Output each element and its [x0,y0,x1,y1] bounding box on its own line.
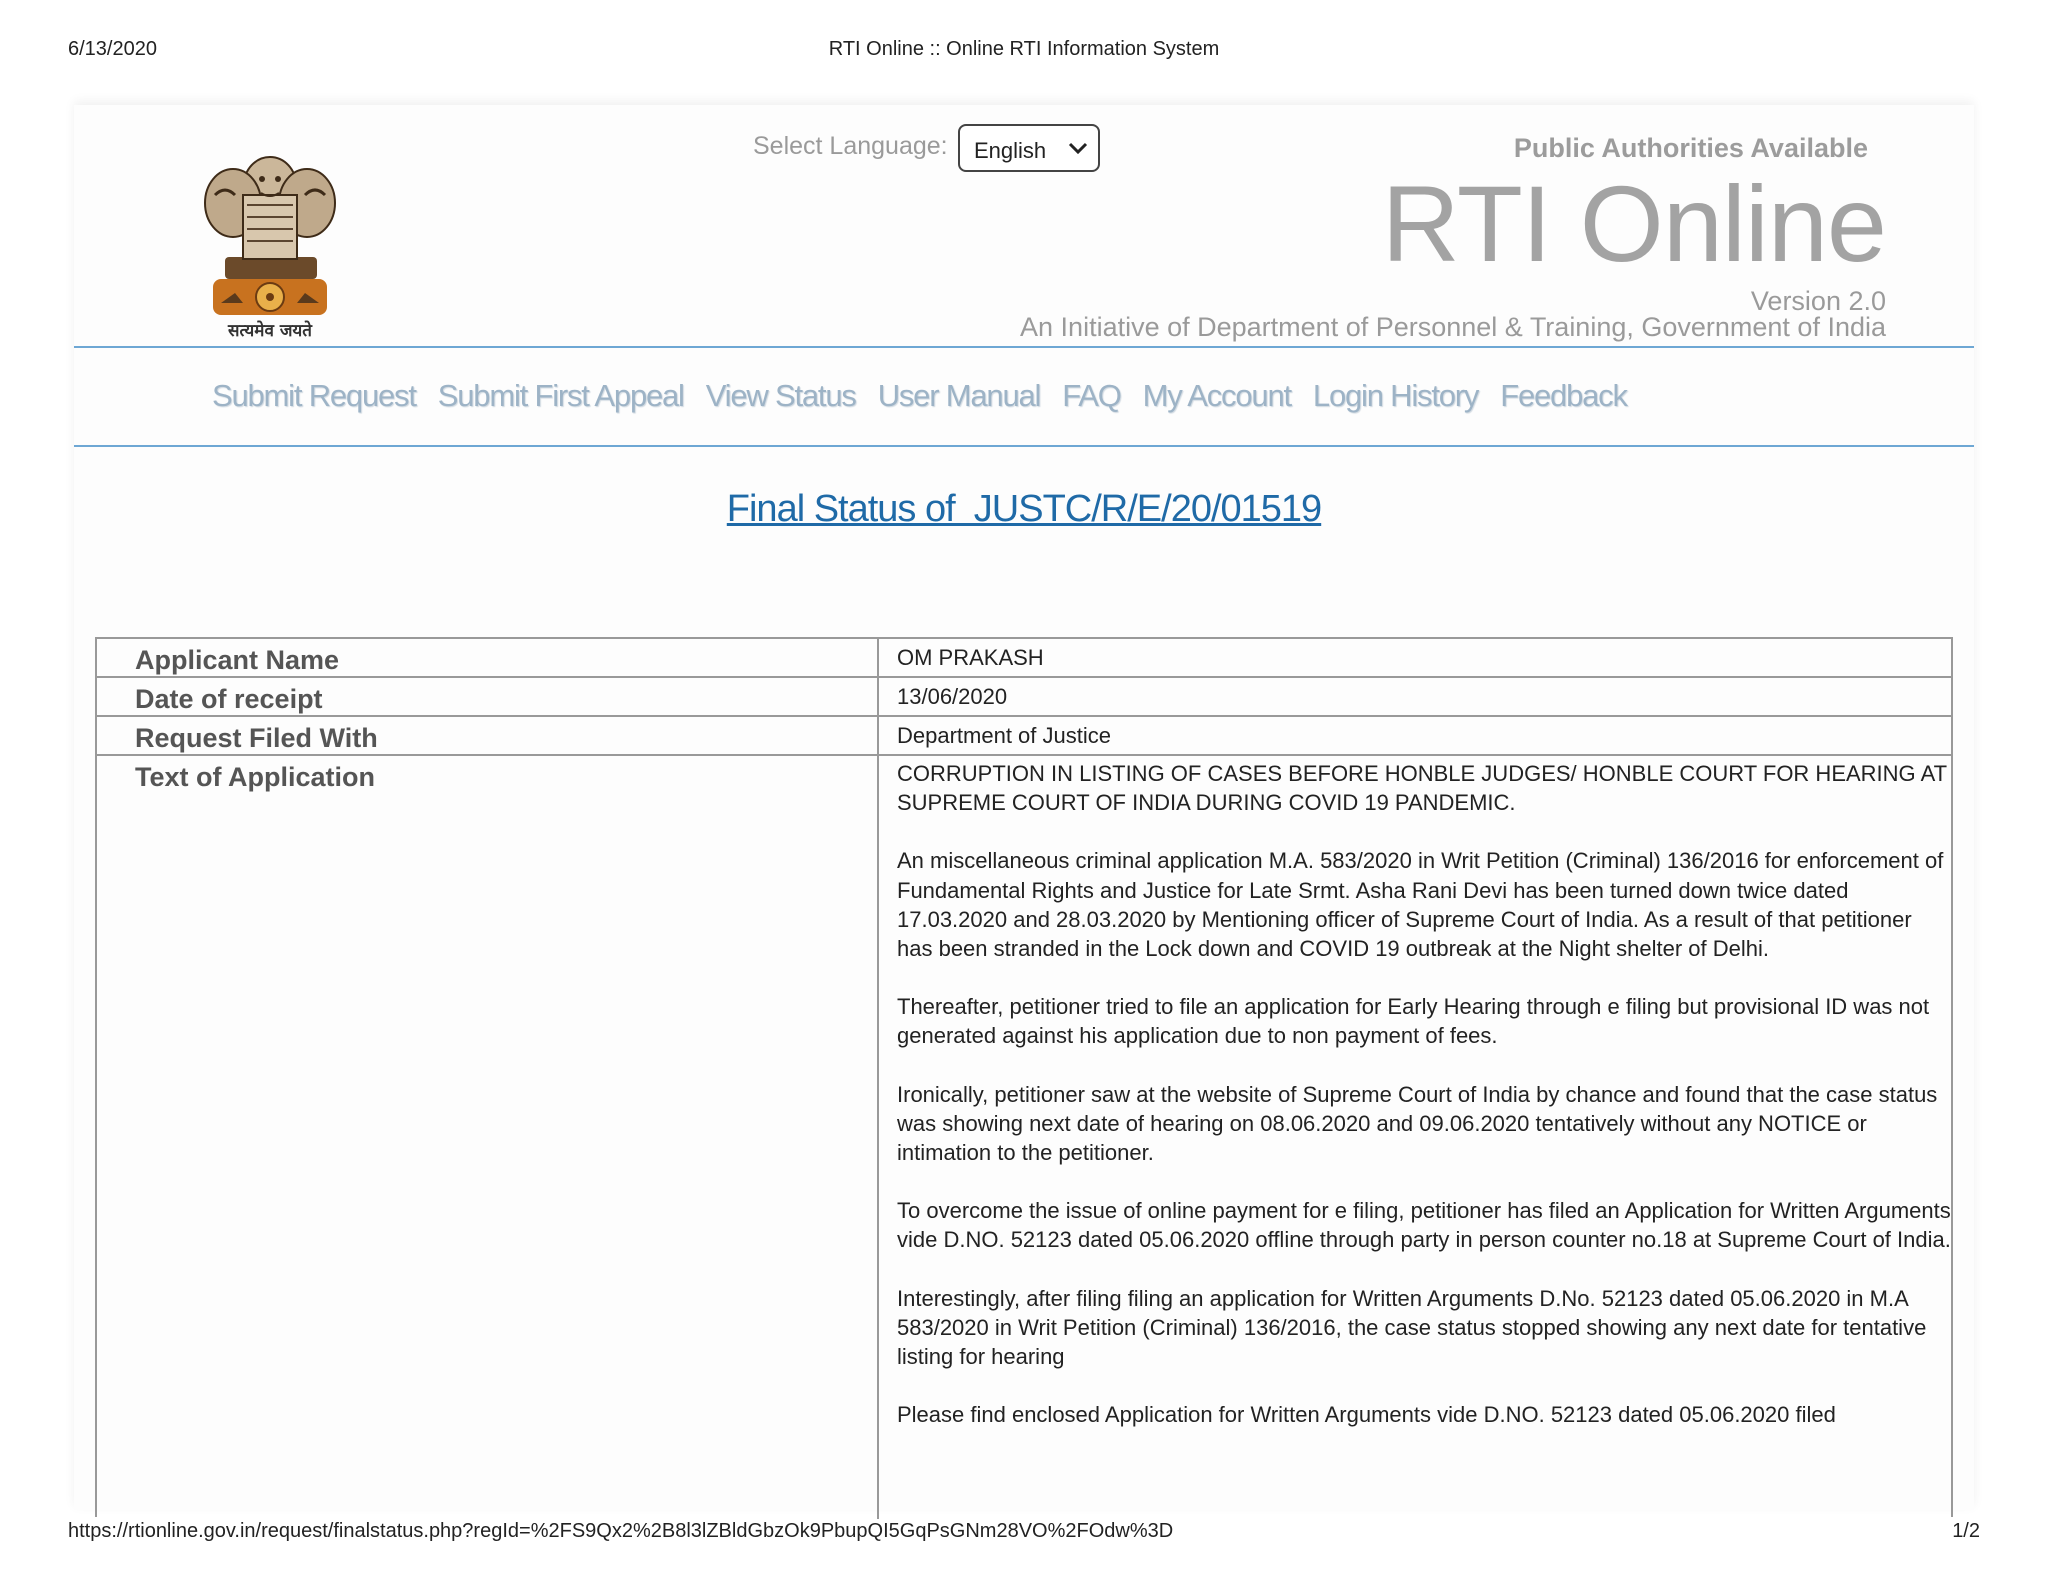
national-emblem-icon [185,125,355,347]
header-divider [74,346,1974,348]
nav-feedback[interactable]: Feedback [1500,378,1627,413]
language-select[interactable] [958,124,1100,172]
emblem-motto: सत्यमेव जयते [228,321,312,341]
applicant-name-label: Applicant Name [135,645,340,675]
request-filed-with-label: Request Filed With [135,723,378,753]
language-value: English [974,138,1047,163]
nav-my-account[interactable]: My Account [1142,378,1291,413]
print-url: https://rtionline.gov.in/request/finalstatus.php?regId=%2FS9Qx2%2B8l3lZBldGbzOk9PbupQI5GqPsGNm28VO%2FOdw%3D [68,1520,1174,1542]
table-row [97,756,1951,1519]
site-initiative: An Initiative of Department of Personnel & Training, Government of India [1020,312,1886,342]
application-paragraph: An miscellaneous criminal application M.A. 583/2020 in Writ Petition (Criminal) 136/2016 for enforcement of Fundamental Rights and Justice for Late Srmt. Asha Rani Devi has been turned down twice dated 17.03.2020 and 28.03.2020 by Mentioning officer of Supreme Court of India. As a result of that petitioner has been stranded in the Lock down and COVID 19 outbreak at the Night shelter of Delhi. [897,848,1944,962]
site-brand: RTI Online [1381,163,1886,284]
main-nav [212,378,1627,414]
chevron-down-icon [1068,141,1088,155]
print-page-title: RTI Online :: Online RTI Information System [828,38,1220,60]
print-page-number: 1/2 [1952,1520,1980,1542]
application-paragraph: To overcome the issue of online payment for e filing, petitioner has filed an Application for Written Arguments vide D.NO. 52123 dated 05.06.2020 offline through party in person counter no.18 at Supreme Court of India. [897,1198,1951,1253]
date-of-receipt-value: 13/06/2020 [897,684,1008,709]
nav-faq[interactable]: FAQ [1062,378,1121,413]
table-row [97,717,1951,756]
site-version: Version 2.0 [1750,286,1886,316]
table-row [97,678,1951,717]
application-paragraph: CORRUPTION IN LISTING OF CASES BEFORE HONBLE JUDGES/ HONBLE COURT FOR HEARING AT SUPREME COURT OF INDIA DURING COVID 19 PANDEMIC. [897,761,1947,816]
final-status-link[interactable]: Final Status of JUSTC/R/E/20/01519 [726,488,1322,530]
application-text [897,759,1952,1458]
nav-user-manual[interactable]: User Manual [877,378,1041,413]
status-heading [0,488,2048,531]
public-authorities-link[interactable]: Public Authorities Available [1513,133,1868,163]
text-of-application-label: Text of Application [135,762,375,792]
nav-view-status[interactable]: View Status [705,378,856,413]
applicant-name-value: OM PRAKASH [897,645,1044,670]
print-date: 6/13/2020 [68,38,157,60]
nav-submit-request[interactable]: Submit Request [212,378,416,413]
nav-login-history[interactable]: Login History [1312,378,1479,413]
nav-submit-first-appeal[interactable]: Submit First Appeal [437,378,684,413]
date-of-receipt-label: Date of receipt [135,684,323,714]
table-row [97,639,1951,678]
status-detail-table [95,637,1953,1517]
request-filed-with-value: Department of Justice [897,723,1111,748]
application-paragraph: Ironically, petitioner saw at the website of Supreme Court of India by chance and found that the case status was showing next date of hearing on 08.06.2020 and 09.06.2020 tentatively without any NOTICE or intimation to the petitioner. [897,1081,1938,1166]
application-paragraph: Please find enclosed Application for Written Arguments vide D.NO. 52123 dated 05.06.2020 filed [897,1402,1836,1428]
nav-divider [74,445,1974,447]
language-label: Select Language: [753,132,948,160]
application-paragraph: Interestingly, after filing filing an application for Written Arguments D.No. 52123 dated 05.06.2020 in M.A 583/2020 in Writ Petition (Criminal) 136/2016, the case status stopped showing any next date for tentative listing for hearing [897,1285,1927,1370]
application-paragraph: Thereafter, petitioner tried to file an application for Early Hearing through e filing but provisional ID was not generated against his application due to non payment of fees. [897,994,1930,1049]
